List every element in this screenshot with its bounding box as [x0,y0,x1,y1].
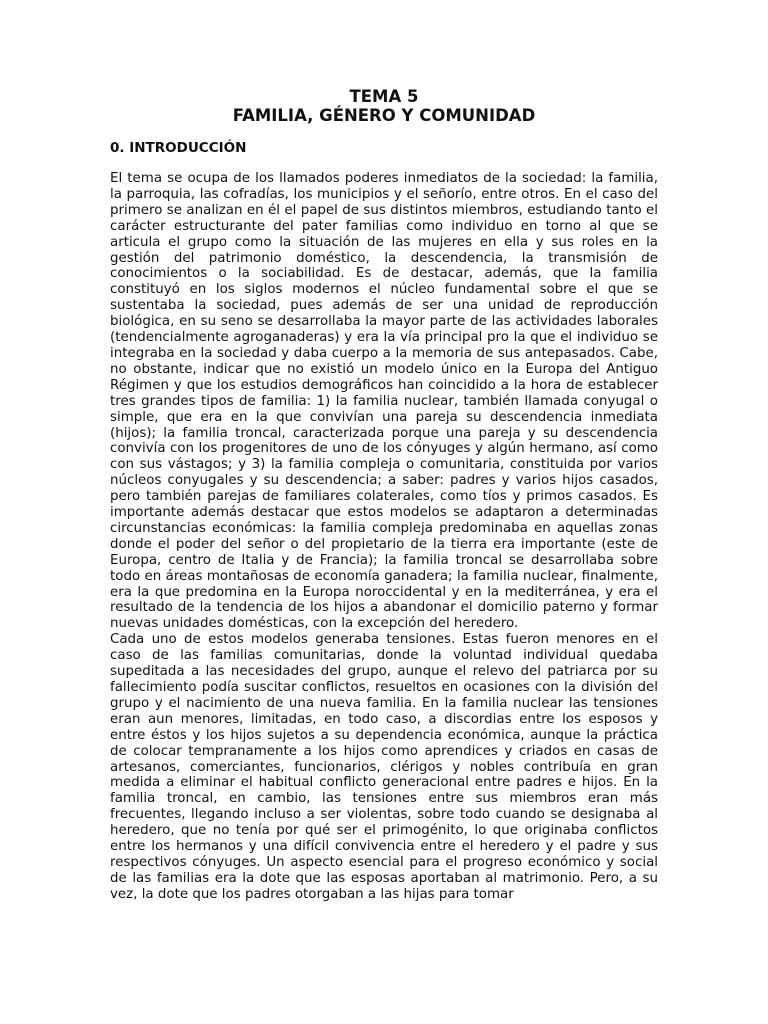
section-heading: 0. INTRODUCCIÓN [110,140,247,156]
paragraph-2: Cada uno de estos modelos generaba tensiones. Estas fueron menores en el caso de las familias comunitarias, donde la voluntad individual quedaba supeditada a las necesidades del grupo, aunque el relevo del patriarca por su fallecimiento podía suscitar conflictos, resueltos en ocasiones con la división del grupo y el nacimiento de una nueva familia. En la familia nuclear las tensiones eran aun menores, limitadas, en todo caso, a discordias entre los esposos y entre éstos y los hijos sujetos a su dependencia económica, aunque la práctica de colocar tempranamente a los hijos como aprendices y criados en casas de artesanos, comerciantes, funcionarios, clérigos y nobles contribuía en gran medida a eliminar el habitual conflicto generacional entre padres e hijos. En la familia troncal, en cambio, las tensiones entre sus miembros eran más frecuentes, llegando incluso a ser violentas, sobre todo cuando se designaba al heredero, que no tenía por qué ser el primogénito, lo que originaba conflictos entre los hermanos y una difícil convivencia entre el heredero y el padre y sus respectivos cónyuges. Un aspecto esencial para el progreso económico y social de las familias era la dote que las esposas aportaban al matrimonio. Pero, a su vez, la dote que los padres otorgaban a las hijas para tomar [110,632,658,902]
title-line-2: FAMILIA, GÉNERO Y COMUNIDAD [232,106,536,125]
body-text [110,171,658,903]
paragraph-1: El tema se ocupa de los llamados poderes inmediatos de la sociedad: la familia, la parroquia, las cofradías, los municipios y el señorío, entre otros. En el caso del primero se analizan en él el papel de sus distintos miembros, estudiando tanto el carácter estructurante del pater familias como individuo en torno al que se articula el grupo como la situación de las mujeres en ella y sus roles en la gestión del patrimonio doméstico, la descendencia, la transmisión de conocimientos o la sociabilidad. Es de destacar, además, que la familia constituyó en los siglos modernos el núcleo fundamental sobre el que se sustentaba la sociedad, pues además de ser una unidad de reproducción biológica, en su seno se desarrollaba la mayor parte de las actividades laborales (tendencialmente agroganaderas) y era la vía principal pro la que el individuo se integraba en la sociedad y daba cuerpo a la memoria de sus antepasados. Cabe, no obstante, indicar que no existió un modelo único en la Europa del Antiguo Régimen y que los estudios demográficos han coincidido a la hora de establecer tres grandes tipos de familia: 1) la familia nuclear, también llamada conyugal o simple, que era en la que convivían una pareja su descendencia inmediata (hijos); la familia troncal, caracterizada porque una pareja y su descendencia convivía con los progenitores de uno de los cónyuges y algún hermano, así como con sus vástagos; y 3) la familia compleja o comunitaria, constituida por varios núcleos conyugales y su descendencia; a saber: padres y varios hijos casados, pero también parejas de familiares colaterales, como tíos y primos casados. Es importante además destacar que estos modelos se adaptaron a determinadas circunstancias económicas: la familia compleja predominaba en aquellas zonas donde el poder del señor o del propietario de la tierra era importante (este de Europa, centro de Italia y de Francia); la familia troncal se desarrollaba sobre todo en áreas montañosas de economía ganadera; la familia nuclear, finalmente, era la que predomina en la Europa noroccidental y en la mediterránea, y era el resultado de la tendencia de los hijos a abandonar el domicilio paterno y formar nuevas unidades domésticas, con la excepción del heredero. [110,171,658,632]
document-title [0,87,768,125]
title-line-1: TEMA 5 [349,87,419,106]
